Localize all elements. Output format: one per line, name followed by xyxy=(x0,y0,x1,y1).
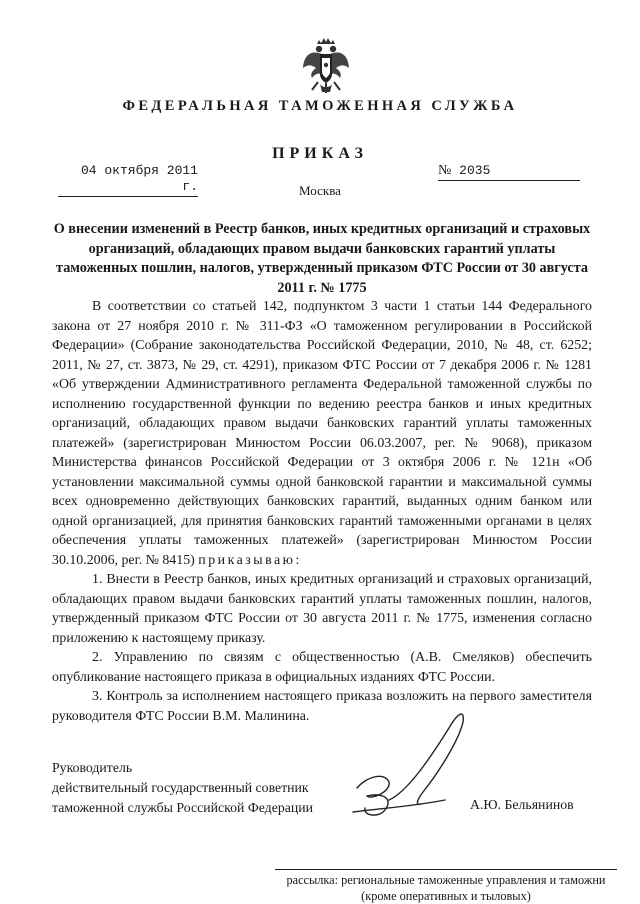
preamble-paragraph xyxy=(52,297,592,570)
number-value: 2035 xyxy=(459,163,491,178)
document-date: 04 октября 2011 г. xyxy=(58,163,198,197)
agency-name: ФЕДЕРАЛЬНАЯ ТАМОЖЕННАЯ СЛУЖБА xyxy=(122,98,518,114)
position-line: Руководитель xyxy=(52,760,133,775)
item-2: 2. Управлению по связям с общественностью (А.В. Смеляков) обеспечить опубликование настоящего приказа в официальных изданиях ФТС России. xyxy=(52,650,592,685)
document-number xyxy=(438,163,580,181)
distribution-line: рассылка: региональные таможенные управления и таможни xyxy=(286,873,606,887)
distribution-list xyxy=(275,869,617,904)
signatory-position xyxy=(52,758,372,818)
position-line: таможенной службы Российской Федерации xyxy=(52,800,313,815)
handwritten-signature xyxy=(345,700,480,830)
number-sign: № xyxy=(438,163,452,178)
order-word: приказываю: xyxy=(198,552,302,568)
document-type: ПРИКАЗ xyxy=(272,145,368,162)
document-body xyxy=(52,297,592,726)
item-3: 3. Контроль за исполнением настоящего приказа возложить на первого заместителя руководителя ФТС России В.М. Малинина. xyxy=(52,689,592,724)
position-line: действительный государственный советник xyxy=(52,780,309,795)
city: Москва xyxy=(299,183,341,198)
document-title: О внесении изменений в Реестр банков, иных кредитных организаций и страховых организаций, обладающих правом выдачи банковских гарантий уплаты таможенных пошлин, налогов, утвержденный приказом ФТС России от 30 августа 2011 г. № 1775 xyxy=(53,221,591,296)
preamble-text: В соответствии со статьей 142, подпунктом 3 части 1 статьи 144 Федерального закона от 27 ноября 2010 г. № 311-ФЗ «О таможенном регулировании в Российской Федерации» (Собрание законодательства Российской Федерации, 2010, № 48, ст. 6252; 2011, № 27, ст. 3873, № 29, ст. 4291), приказом ФТС России от 7 декабря 2006 г. № 1281 «Об утверждении Административного регламента Федеральной таможенной службы по исполнению государственной функции по ведению реестра банков и иных кредитных организаций, обладающих правом выдачи банковских гарантий уплаты таможенных платежей» (зарегистрирован Минюстом России 06.03.2007, рег. № 9068), приказом Министерства финансов Российской Федерации от 3 октября 2006 г. № 121н «Об установлении максимальной суммы одной банковской гарантии и максимальной суммы всех одновременно действующих банковских гарантий, выданных одним банком или одной организацией, для принятия банковских гарантий таможенными органами в целях обеспечения уплаты таможенных платежей» (зарегистрирован Минюстом России 30.10.2006, рег. № 8415) xyxy=(52,299,592,568)
signatory-name: А.Ю. Бельянинов xyxy=(470,797,574,812)
coat-of-arms-icon xyxy=(300,38,352,96)
distribution-line: (кроме оперативных и тыловых) xyxy=(361,889,531,903)
item-1: 1. Внести в Реестр банков, иных кредитных организаций и страховых организаций, обладающих правом выдачи банковских гарантий уплаты таможенных пошлин, налогов, утвержденный приказом ФТС России от 30 августа 2011 г. № 1775, изменения согласно приложению к настоящему приказу. xyxy=(52,572,592,646)
